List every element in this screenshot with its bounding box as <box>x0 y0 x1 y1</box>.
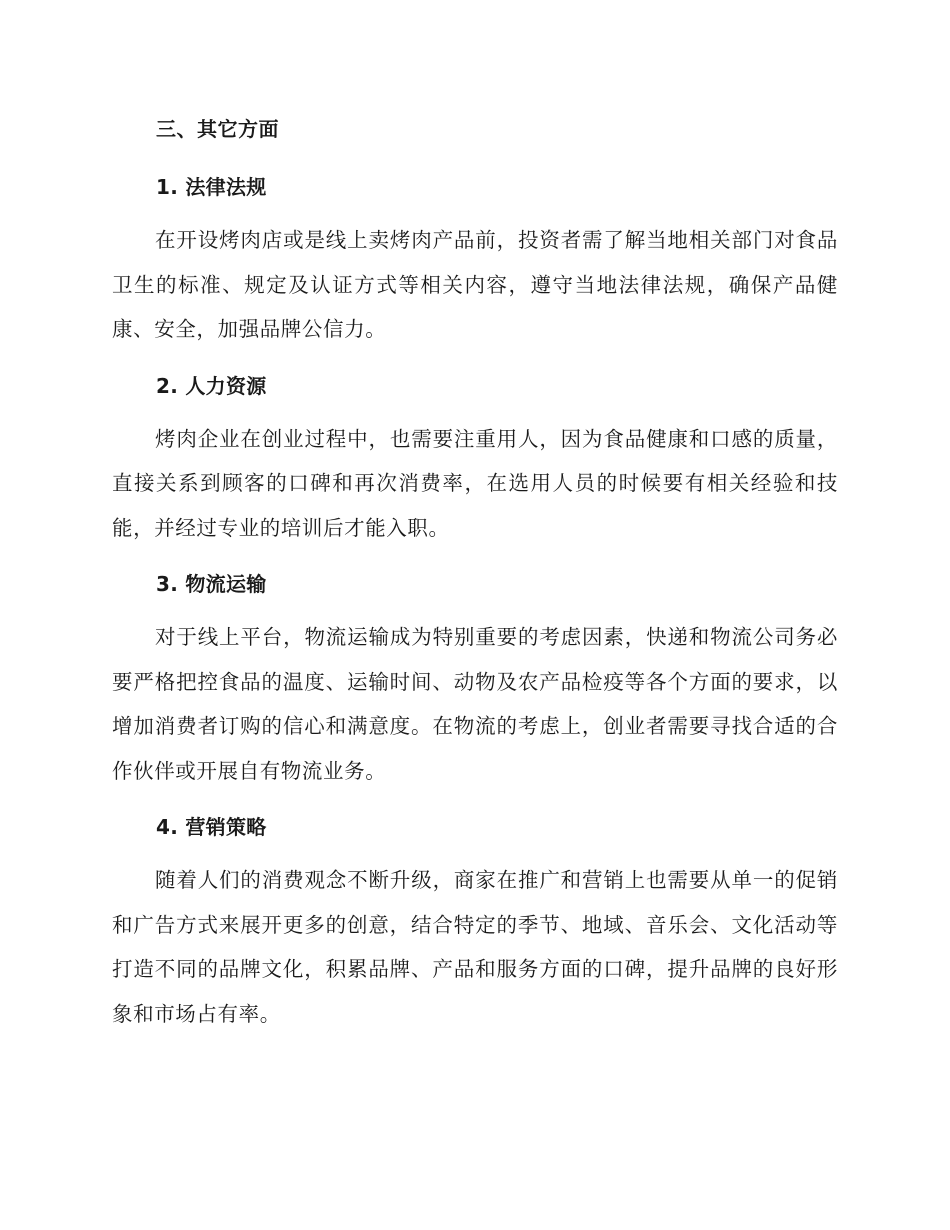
heading-legal: 1. 法律法规 <box>156 175 267 199</box>
heading-logistics: 3. 物流运输 <box>156 572 267 596</box>
paragraph-legal: 在开设烤肉店或是线上卖烤肉产品前，投资者需了解当地相关部门对食品卫生的标准、规定及认证方式等相关内容，遵守当地法律法规，确保产品健康、安全，加强品牌公信力。 <box>112 228 838 341</box>
heading-marketing: 4. 营销策略 <box>156 815 267 839</box>
paragraph-human-resources: 烤肉企业在创业过程中，也需要注重用人，因为食品健康和口感的质量，直接关系到顾客的口碑和再次消费率，在选用人员的时候要有相关经验和技能，并经过专业的培训后才能入职。 <box>112 426 838 540</box>
section-title: 三、其它方面 <box>156 117 279 141</box>
heading-human-resources: 2. 人力资源 <box>156 373 267 398</box>
paragraph-logistics: 对于线上平台，物流运输成为特别重要的考虑因素，快递和物流公司务必要严格把控食品的温度、运输时间、动物及农产品检疫等各个方面的要求，以增加消费者订购的信心和满意度。在物流的考虑上，创业者需要寻找合适的合作伙伴或开展自有物流业务。 <box>112 625 838 783</box>
paragraph-marketing: 随着人们的消费观念不断升级，商家在推广和营销上也需要从单一的促销和广告方式来展开更多的创意，结合特定的季节、地域、音乐会、文化活动等打造不同的品牌文化，积累品牌、产品和服务方面的口碑，提升品牌的良好形象和市场占有率。 <box>112 868 838 1026</box>
